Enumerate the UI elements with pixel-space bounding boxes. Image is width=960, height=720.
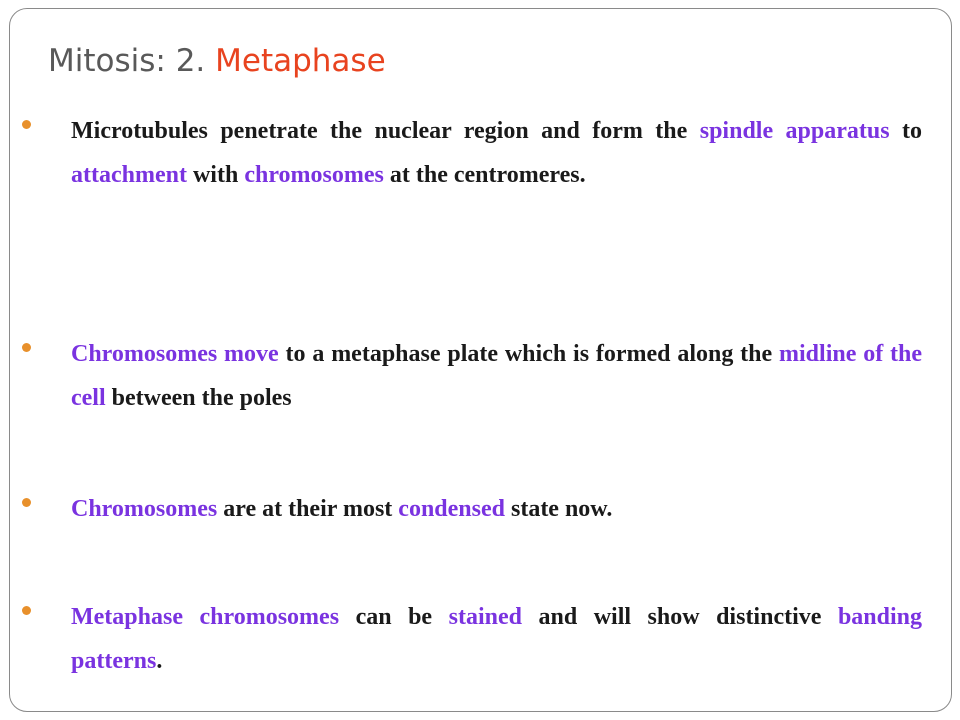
text-segment: with (186, 162, 245, 188)
slide-title (48, 42, 386, 80)
bullet-item (22, 595, 922, 683)
highlight-term: attachment (71, 162, 187, 188)
highlight-term: midline of the cell (71, 341, 923, 411)
highlight-term: Chromosomes move (71, 341, 279, 367)
text-segment: to a metaphase plate which is formed along the (278, 341, 780, 367)
bullet-dot-icon (22, 343, 31, 352)
highlight-term: Metaphase chromosomes (71, 604, 340, 630)
title-phase: Metaphase (215, 43, 386, 79)
bullet-text (71, 332, 922, 420)
highlight-term: spindle apparatus (699, 118, 890, 144)
bullet-dot-icon (22, 498, 31, 507)
bullet-text (71, 109, 922, 197)
bullet-text (71, 595, 922, 683)
highlight-term: chromosomes (244, 162, 384, 188)
text-segment: to (889, 118, 923, 144)
bullet-item (22, 487, 922, 531)
highlight-term: stained (448, 604, 522, 630)
text-segment: state now. (504, 496, 613, 522)
bullet-item (22, 332, 922, 420)
highlight-term: Chromosomes (71, 496, 218, 522)
bullet-dot-icon (22, 120, 31, 129)
text-segment: Microtubules penetrate the nuclear region and form the (71, 118, 700, 144)
highlight-term: condensed (398, 496, 505, 522)
text-segment: are at their most (217, 496, 399, 522)
bullet-dot-icon (22, 606, 31, 615)
bullet-item (22, 109, 922, 197)
text-segment: can be (339, 604, 449, 630)
text-segment: . (156, 648, 163, 674)
title-prefix: Mitosis: 2. (48, 43, 216, 79)
text-segment: at the centromeres. (383, 162, 586, 188)
bullet-text (71, 487, 922, 531)
highlight-term: banding patterns (71, 604, 922, 674)
text-segment: and will show distinctive (521, 604, 838, 630)
text-segment: between the poles (105, 385, 292, 411)
